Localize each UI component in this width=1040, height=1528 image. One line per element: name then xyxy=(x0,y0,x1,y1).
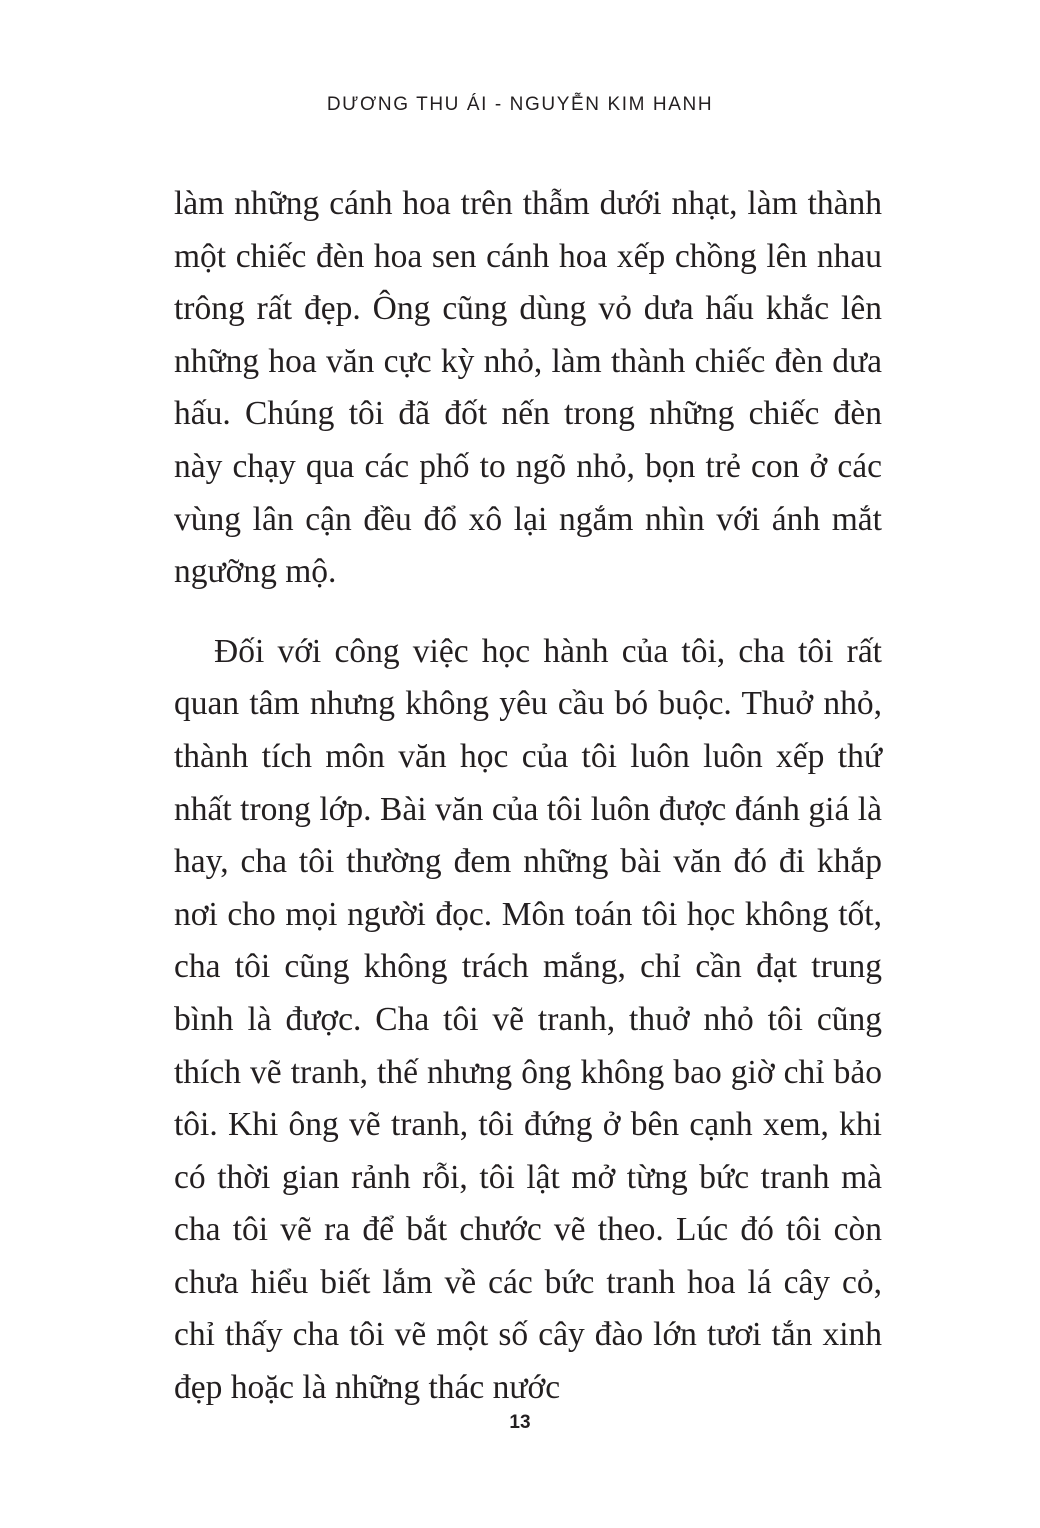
body-text xyxy=(174,178,882,1415)
running-header: DƯƠNG THU ÁI - NGUYỄN KIM HANH xyxy=(326,94,714,115)
paragraph-continuation: làm những cánh hoa trên thẫm dưới nhạt, làm thành một chiếc đèn hoa sen cánh hoa xếp chồng lên nhau trông rất đẹp. Ông cũng dùng vỏ dưa hấu khắc lên những hoa văn cực kỳ nhỏ, làm thành chiếc đèn dưa hấu. Chúng tôi đã đốt nến trong những chiếc đèn này chạy qua các phố to ngõ nhỏ, bọn trẻ con ở các vùng lân cận đều đổ xô lại ngắm nhìn với ánh mắt ngưỡng mộ. xyxy=(174,185,882,591)
paragraph: Đối với công việc học hành của tôi, cha tôi rất quan tâm nhưng không yêu cầu bó buộc. Thuở nhỏ, thành tích môn văn học của tôi luôn luôn xếp thứ nhất trong lớp. Bài văn của tôi luôn được đánh giá là hay, cha tôi thường đem những bài văn đó đi khắp nơi cho mọi người đọc. Môn toán tôi học không tốt, cha tôi cũng không trách mắng, chỉ cần đạt trung bình là được. Cha tôi vẽ tranh, thuở nhỏ tôi cũng thích vẽ tranh, thế nhưng ông không bao giờ chỉ bảo tôi. Khi ông vẽ tranh, tôi đứng ở bên cạnh xem, khi có thời gian rảnh rỗi, tôi lật mở từng bức tranh mà cha tôi vẽ ra để bắt chước vẽ theo. Lúc đó tôi còn chưa hiểu biết lắm về các bức tranh hoa lá cây cỏ, chỉ thấy cha tôi vẽ một số cây đào lớn tươi tắn xinh đẹp hoặc là những thác nước xyxy=(174,632,882,1407)
page-number: 13 xyxy=(509,1412,531,1433)
